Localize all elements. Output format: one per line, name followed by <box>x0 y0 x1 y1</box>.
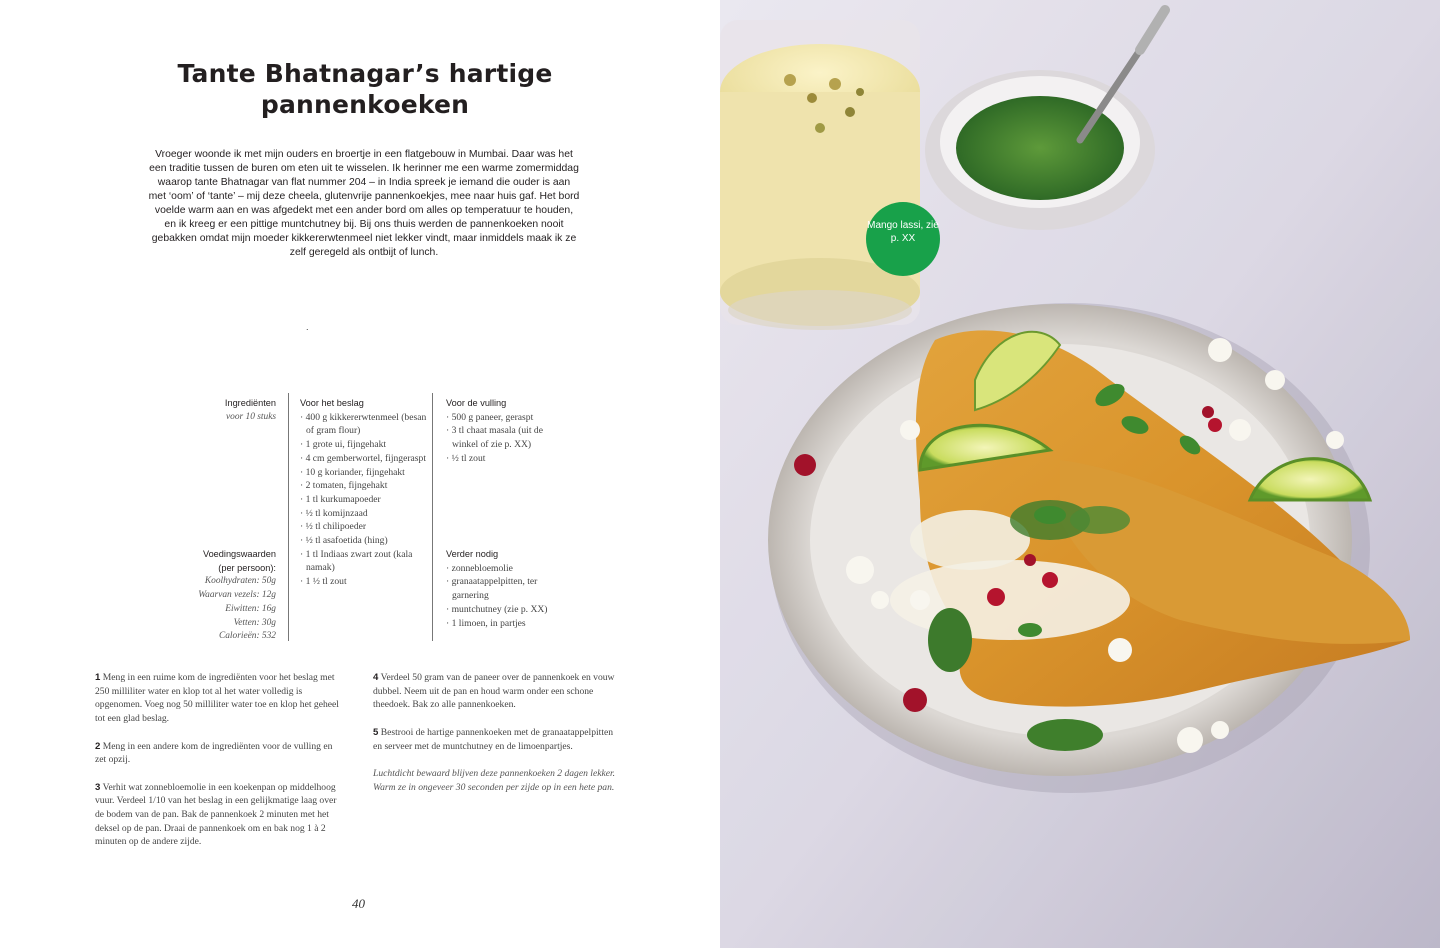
nutrition-row: Waarvan vezels: 12g <box>198 590 276 601</box>
method-column-right <box>373 671 623 808</box>
ingredient-item: · ½ tl asafoetida (hing) <box>300 535 388 547</box>
ingredient-item: · ½ tl chilipoeder <box>300 521 367 533</box>
filling-list <box>446 411 564 466</box>
page-number: 40 <box>352 896 365 911</box>
lassi-glass <box>720 20 920 330</box>
ingredient-item: · ½ tl zout <box>446 452 486 464</box>
extra-list <box>446 562 556 631</box>
nutrition-row: Eiwitten: 16g <box>225 603 276 614</box>
food-photo-illustration <box>720 0 1440 948</box>
column-divider <box>432 393 433 641</box>
ingredient-item: · 1 limoen, in partjes <box>446 617 526 629</box>
method-column-left <box>95 671 345 863</box>
ingredients-label-block <box>150 397 276 424</box>
method-step: 5 Bestrooi de hartige pannenkoeken met de granaatappelpitten en serveer met de muntchutney en de limoenpartjes. <box>373 726 614 752</box>
recipe-intro: Vroeger woonde ik met mijn ouders en broertje in een flatgebouw in Mumbai. Daar was het een traditie tussen de buren om eten uit te wisselen. Ik herinner me een warme zomermiddag waarop tante Bhatnagar van flat nummer 204 – in India spreek je iemand die ouder is aan met ‘oom’ of ‘tante’ – mij deze cheela, glutenvrije pannenkoekjes, mee naar huis gaf. Het bord voelde warm aan en was afgedekt met een ander bord om alles op temperatuur te houden, en ik kreeg er een pittige muntchutney bij. Bij ons thuis werden de pannenkoeken nooit gebakken omdat mijn moeder kikkererwtenmeel niet lekker vindt, maar inmiddels maak ik ze zelf geregeld als ontbijt of lunch. <box>148 149 580 258</box>
stray-mark: . <box>306 322 309 332</box>
ingredient-item: · 1 tl Indiaas zwart zout (kala namak) <box>300 548 413 574</box>
extra-column <box>446 548 556 630</box>
recipe-title: Tante Bhatnagar’s hartige pannenkoeken <box>177 59 553 119</box>
nutrition-row: Calorieën: 532 <box>218 631 276 642</box>
ingredient-item: · muntchutney (zie p. XX) <box>446 603 548 615</box>
batter-heading: Voor het beslag <box>300 398 364 408</box>
ingredient-item: · 10 g koriander, fijngehakt <box>300 466 405 478</box>
ingredient-item: · 1 tl kurkumapoeder <box>300 493 381 505</box>
mango-lassi-badge: Mango lassi, zie p. XX <box>866 202 940 276</box>
extra-heading: Verder nodig <box>446 549 499 559</box>
yield: voor 10 stuks <box>226 411 276 422</box>
filling-heading: Voor de vulling <box>446 398 507 408</box>
ingredient-item: · 500 g paneer, geraspt <box>446 411 534 423</box>
ingredient-item: · 1 grote ui, fijngehakt <box>300 439 387 451</box>
ingredient-item: · ½ tl komijnzaad <box>300 507 368 519</box>
method-step: 1 Meng in een ruime kom de ingrediënten voor het beslag met 250 milliliter water en klop tot al het water volledig is opgenomen. Voeg nog 50 milliliter water toe en klop het geheel tot een glad beslag. <box>95 672 339 725</box>
ingredient-item: · 4 cm gemberwortel, fijngeraspt <box>300 452 427 464</box>
ingredient-item: · 400 g kikkererwtenmeel (besan of gram flour) <box>300 411 427 437</box>
nutrition-label: Voedingswaarden <box>202 549 276 559</box>
ingredient-item: · 2 tomaten, fijngehakt <box>300 480 388 492</box>
column-divider <box>288 393 289 641</box>
filling-column <box>446 397 564 466</box>
ingredients-label: Ingrediënten <box>224 398 276 408</box>
nutrition-block <box>150 548 276 644</box>
nutrition-row: Vetten: 30g <box>233 617 276 628</box>
batter-list <box>300 411 428 589</box>
storage-note: Luchtdicht bewaard blijven deze pannenkoeken 2 dagen lekker. Warm ze in ongeveer 30 seconden per zijde op in een hete pan. <box>373 767 616 793</box>
food-photo <box>720 0 1440 948</box>
nutrition-per: (per persoon): <box>218 562 276 573</box>
ingredient-item: · 3 tl chaat masala (uit de winkel of zie p. XX) <box>446 425 543 451</box>
ingredient-item: · zonnebloemolie <box>446 562 513 574</box>
method-step: 3 Verhit wat zonnebloemolie in een koekenpan op middelhoog vuur. Verdeel 1/10 van het beslag in een gelijkmatige laag over de bodem van de pan. Bak de pannenkoek 2 minuten met het deksel op de pan. Draai de pannenkoek om en bak nog 1 à 2 minuten op de andere zijde. <box>95 781 337 848</box>
ingredient-item: · 1 ½ tl zout <box>300 576 347 588</box>
method-step: 4 Verdeel 50 gram van de paneer over de pannenkoek en vouw dubbel. Neem uit de pan en houd warm onder een schone theedoek. Bak zo alle pannenkoeken. <box>373 672 615 711</box>
nutrition-row: Koolhydraten: 50g <box>204 576 276 587</box>
ingredient-item: · granaatappelpitten, ter garnering <box>446 576 538 602</box>
batter-column <box>300 397 428 589</box>
method-step: 2 Meng in een andere kom de ingrediënten voor de vulling en zet opzij. <box>95 740 333 766</box>
